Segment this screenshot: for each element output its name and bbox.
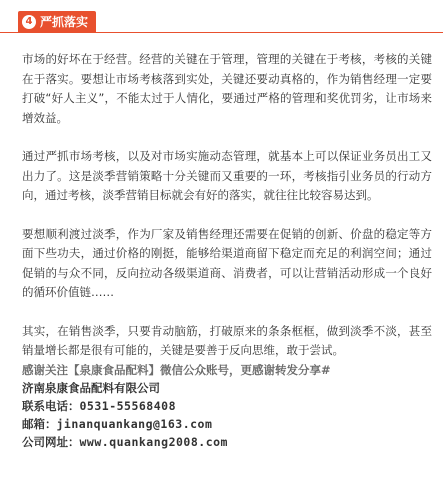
paragraph-2: 通过严抓市场考核，以及对市场实施动态管理，就基本上可以保证业务员出工又出力了。这是淡季营销策略十分关键而又重要的一环，考核指引业务员的行动方向，通过考核，淡季营销目标就会有好的落实，就往往比较容易达到。 (22, 149, 432, 202)
paragraph-1: 市场的好坏在于经营。经营的关键在于管理，管理的关键在于考核，考核的关键在于落实。要想让市场考核落到实处，关键还要动真格的，作为销售经理一定要打破“好人主义”，不能太过于人情化，要通过严格的管理和奖优罚劣，让市场来增效益。 (22, 52, 432, 125)
section-number-badge: 4 (22, 15, 36, 29)
article-body (22, 50, 432, 451)
follow-notice: 感谢关注【泉康食品配料】微信公众账号，更感谢转发分享# (22, 362, 331, 377)
contact-phone (22, 397, 432, 415)
section-tag (18, 11, 96, 33)
section-header (0, 8, 443, 34)
company-name: 济南泉康食品配料有限公司 (22, 380, 160, 395)
section-title: 严抓落实 (40, 15, 89, 29)
website-link[interactable]: www.quankang2008.com (79, 434, 228, 449)
paragraph-4: 其实，在销售淡季，只要肯动脑筋，打破原来的条条框框，做到淡季不淡，甚至销量增长都是很有可能的，关键是要善于反向思维，敢于尝试。 (22, 323, 432, 357)
contact-email (22, 415, 432, 433)
email-address[interactable]: jinanquankang@163.com (56, 416, 213, 431)
website-label: 公司网址： (22, 434, 80, 449)
email-label: 邮箱： (22, 416, 57, 431)
company-website (22, 433, 432, 451)
phone-number: 0531-55568408 (79, 398, 177, 413)
phone-label: 联系电话： (22, 398, 80, 413)
paragraph-3: 要想顺利渡过淡季，作为厂家及销售经理还需要在促销的创新、价盘的稳定等方面下些功夫，通过价格的刚挺，能够给渠道商留下稳定而充足的利润空间；通过促销的与众不同，反向拉动各级渠道商、消费者，可以让营销活动形成一个良好的循环价值链…… (22, 226, 432, 299)
